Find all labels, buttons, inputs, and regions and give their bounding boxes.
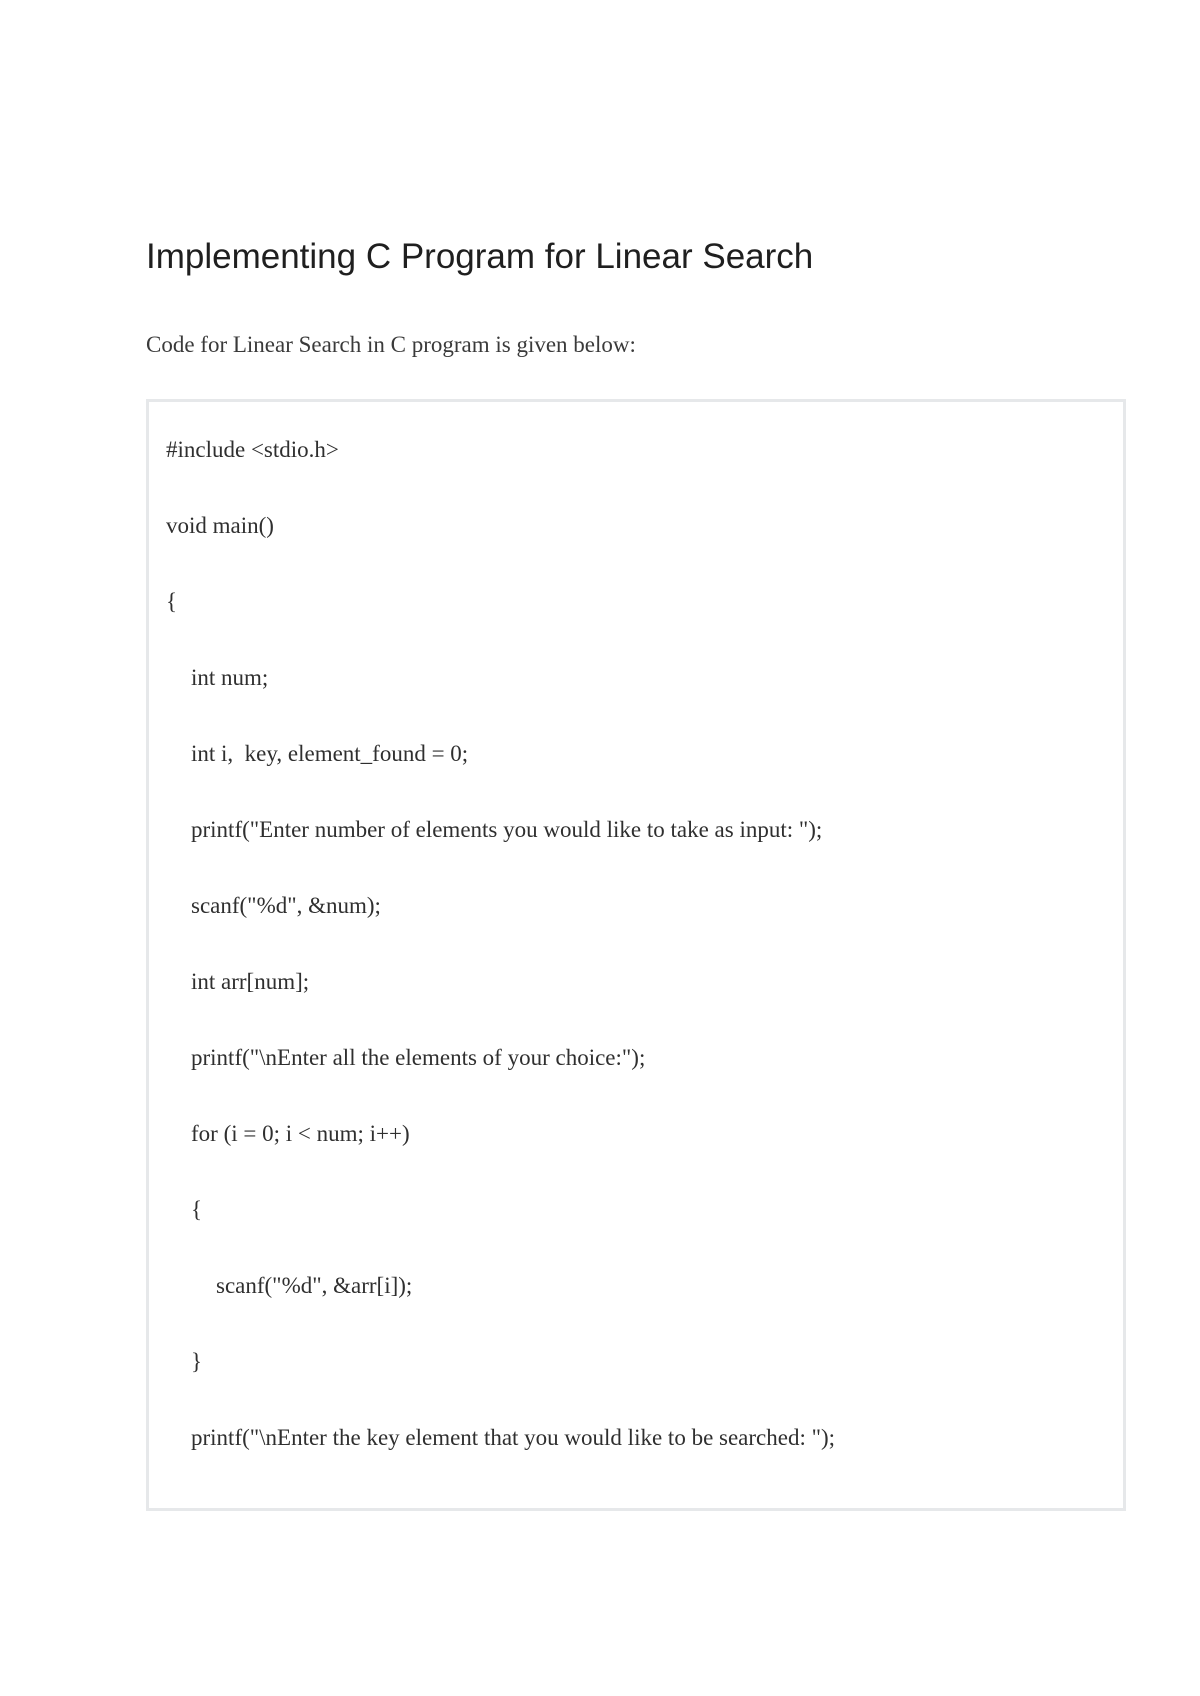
code-line: { <box>166 589 178 614</box>
code-line: for (i = 0; i < num; i++) <box>191 1121 410 1146</box>
code-line: int num; <box>191 665 269 690</box>
code-line: { <box>191 1197 203 1222</box>
code-line: scanf("%d", &num); <box>191 893 381 918</box>
code-line: void main() <box>166 513 274 538</box>
code-line: printf("\nEnter the key element that you would like to be searched: "); <box>191 1425 836 1450</box>
intro-paragraph: Code for Linear Search in C program is given below: <box>146 332 636 357</box>
code-line: printf("Enter number of elements you would like to take as input: "); <box>191 817 823 842</box>
code-line: printf("\nEnter all the elements of your choice:"); <box>191 1045 646 1070</box>
page-title: Implementing C Program for Linear Search <box>146 237 814 276</box>
code-block <box>146 399 1126 1511</box>
code-line: int i, key, element_found = 0; <box>191 741 469 766</box>
code-line: scanf("%d", &arr[i]); <box>216 1273 413 1298</box>
code-line: #include <stdio.h> <box>166 437 339 462</box>
code-line: } <box>191 1349 203 1374</box>
code-line: int arr[num]; <box>191 969 310 994</box>
